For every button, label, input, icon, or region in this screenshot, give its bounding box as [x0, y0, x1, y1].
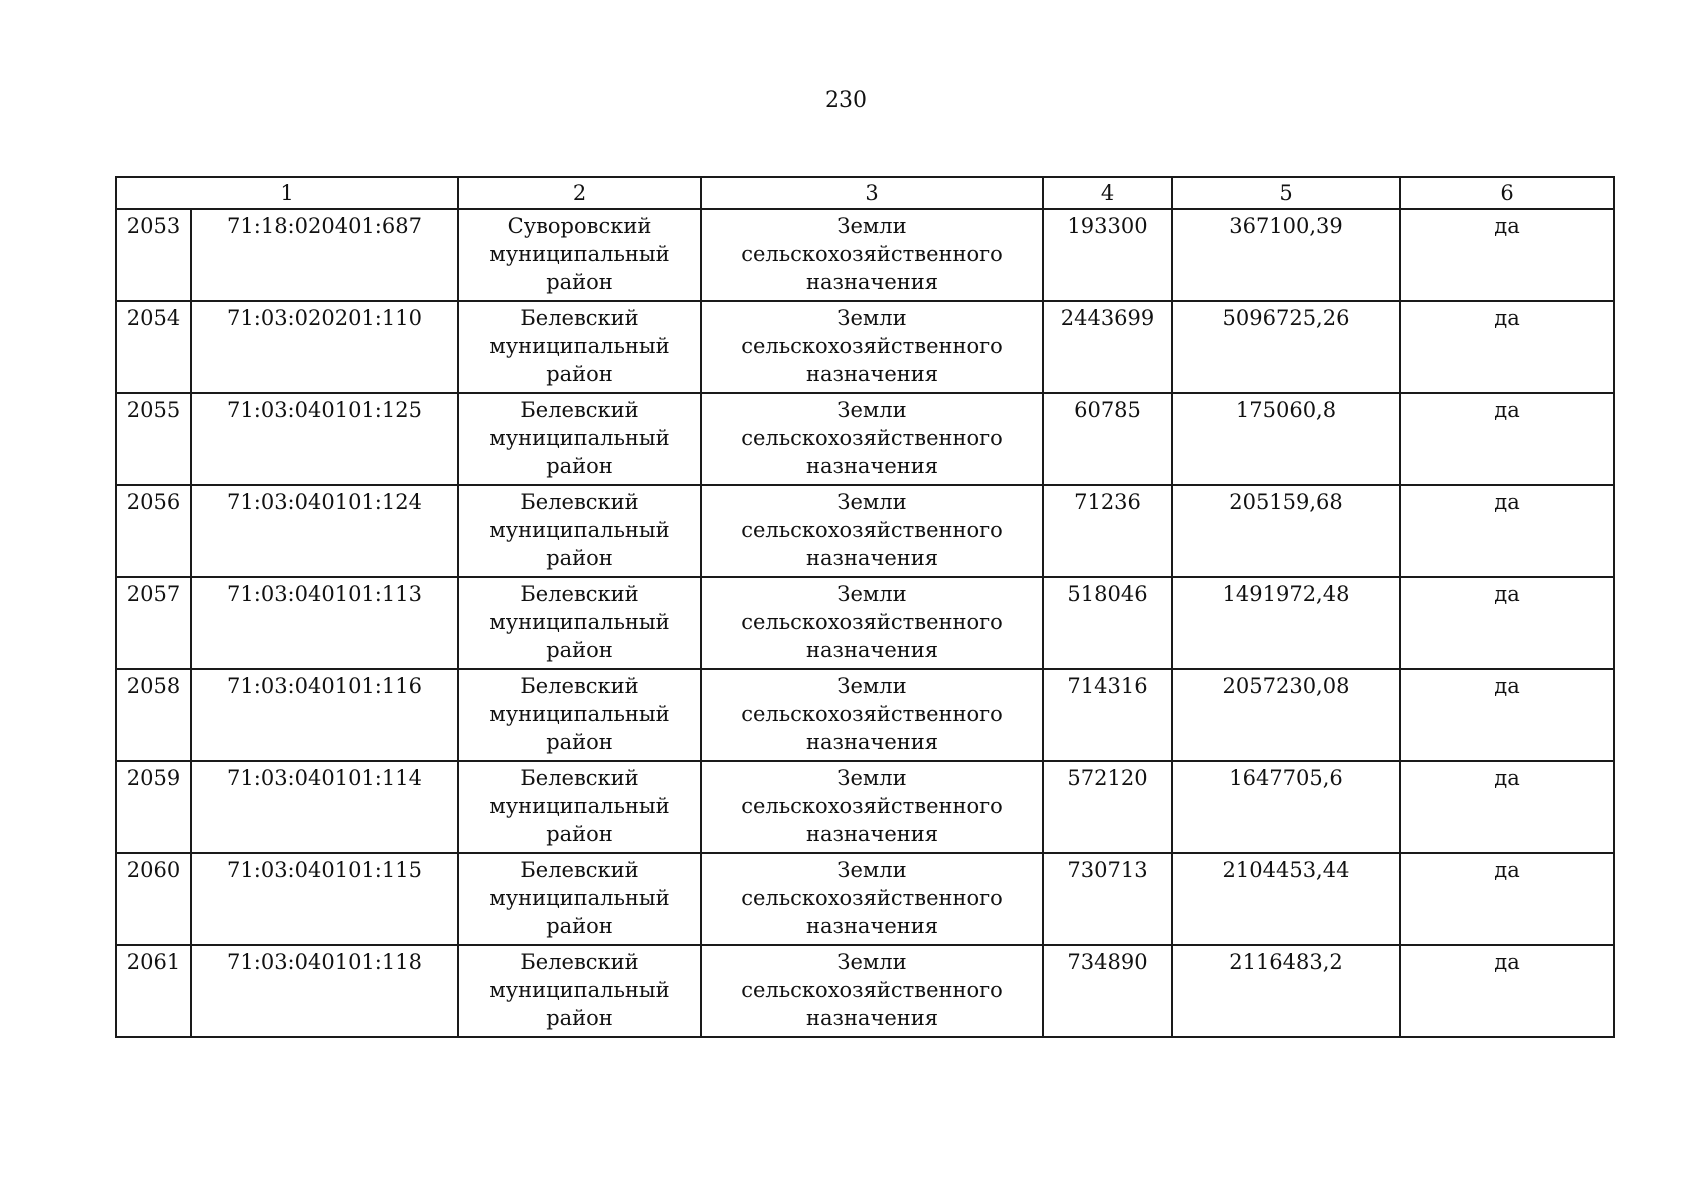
- district-line: Белевский: [520, 306, 639, 330]
- area-cell: 60785: [1043, 393, 1172, 485]
- column-header: 3: [701, 177, 1043, 209]
- row-number-cell: 2059: [116, 761, 191, 853]
- district-line: район: [546, 914, 613, 938]
- district-cell: [458, 945, 701, 1037]
- district-line: район: [546, 822, 613, 846]
- district-line: Суворовский: [507, 214, 652, 238]
- table-row: [116, 853, 1614, 945]
- row-number-cell: 2060: [116, 853, 191, 945]
- district-line: район: [546, 1006, 613, 1030]
- category-line: Земли сельскохозяйственного: [741, 766, 1003, 818]
- table-row: [116, 761, 1614, 853]
- land-category-cell: [701, 945, 1043, 1037]
- district-cell: [458, 209, 701, 301]
- flag-cell: да: [1400, 761, 1614, 853]
- table-row: [116, 577, 1614, 669]
- land-category-cell: [701, 669, 1043, 761]
- land-category-cell: [701, 577, 1043, 669]
- area-cell: 730713: [1043, 853, 1172, 945]
- district-line: Белевский: [520, 858, 639, 882]
- table-row: [116, 209, 1614, 301]
- flag-cell: да: [1400, 853, 1614, 945]
- category-line: назначения: [805, 914, 939, 938]
- district-line: Белевский: [520, 582, 639, 606]
- cadastral-number-cell: 71:03:040101:116: [191, 669, 458, 761]
- cadastral-value-cell: 205159,68: [1172, 485, 1400, 577]
- table-row: [116, 669, 1614, 761]
- table-body: [116, 177, 1614, 1037]
- district-line: район: [546, 362, 613, 386]
- area-cell: 71236: [1043, 485, 1172, 577]
- cadastral-number-cell: 71:18:020401:687: [191, 209, 458, 301]
- district-cell: [458, 577, 701, 669]
- district-cell: [458, 301, 701, 393]
- district-cell: [458, 393, 701, 485]
- table-row: [116, 301, 1614, 393]
- district-line: район: [546, 454, 613, 478]
- page-number: 230: [825, 88, 867, 113]
- land-category-cell: [701, 209, 1043, 301]
- category-line: назначения: [805, 546, 939, 570]
- district-line: Белевский: [520, 674, 639, 698]
- district-line: район: [546, 546, 613, 570]
- table-row: [116, 393, 1614, 485]
- cadastral-number-cell: 71:03:040101:118: [191, 945, 458, 1037]
- district-line: район: [546, 270, 613, 294]
- district-cell: [458, 761, 701, 853]
- cadastral-value-cell: 2057230,08: [1172, 669, 1400, 761]
- category-line: назначения: [805, 270, 939, 294]
- area-cell: 518046: [1043, 577, 1172, 669]
- district-line: Белевский: [520, 950, 639, 974]
- category-line: назначения: [805, 730, 939, 754]
- column-header: 2: [458, 177, 701, 209]
- district-cell: [458, 485, 701, 577]
- land-category-cell: [701, 761, 1043, 853]
- row-number-cell: 2055: [116, 393, 191, 485]
- column-header: 1: [116, 177, 458, 209]
- cadastral-value-cell: 5096725,26: [1172, 301, 1400, 393]
- land-category-cell: [701, 301, 1043, 393]
- row-number-cell: 2053: [116, 209, 191, 301]
- cadastral-number-cell: 71:03:040101:114: [191, 761, 458, 853]
- district-line: муниципальный: [489, 242, 670, 266]
- category-line: Земли сельскохозяйственного: [741, 674, 1003, 726]
- category-line: Земли сельскохозяйственного: [741, 214, 1003, 266]
- flag-cell: да: [1400, 669, 1614, 761]
- cadastral-value-cell: 2104453,44: [1172, 853, 1400, 945]
- category-line: Земли сельскохозяйственного: [741, 950, 1003, 1002]
- category-line: Земли сельскохозяйственного: [741, 582, 1003, 634]
- flag-cell: да: [1400, 301, 1614, 393]
- cadastral-number-cell: 71:03:040101:125: [191, 393, 458, 485]
- area-cell: 572120: [1043, 761, 1172, 853]
- row-number-cell: 2056: [116, 485, 191, 577]
- cadastral-value-cell: 1491972,48: [1172, 577, 1400, 669]
- table-row: [116, 485, 1614, 577]
- cadastral-value-cell: 367100,39: [1172, 209, 1400, 301]
- cadastral-number-cell: 71:03:040101:113: [191, 577, 458, 669]
- area-cell: 193300: [1043, 209, 1172, 301]
- cadastral-number-cell: 71:03:020201:110: [191, 301, 458, 393]
- district-line: муниципальный: [489, 426, 670, 450]
- column-header: 6: [1400, 177, 1614, 209]
- district-line: муниципальный: [489, 334, 670, 358]
- column-header: 5: [1172, 177, 1400, 209]
- district-line: муниципальный: [489, 886, 670, 910]
- cadastral-value-cell: 175060,8: [1172, 393, 1400, 485]
- cadastral-number-cell: 71:03:040101:115: [191, 853, 458, 945]
- area-cell: 714316: [1043, 669, 1172, 761]
- table-header-row: [116, 177, 1614, 209]
- column-header: 4: [1043, 177, 1172, 209]
- table-row: [116, 945, 1614, 1037]
- district-cell: [458, 669, 701, 761]
- category-line: Земли сельскохозяйственного: [741, 490, 1003, 542]
- cadastral-number-cell: 71:03:040101:124: [191, 485, 458, 577]
- cadastral-value-cell: 2116483,2: [1172, 945, 1400, 1037]
- category-line: назначения: [805, 454, 939, 478]
- row-number-cell: 2057: [116, 577, 191, 669]
- district-line: район: [546, 638, 613, 662]
- district-line: муниципальный: [489, 794, 670, 818]
- cadastral-value-cell: 1647705,6: [1172, 761, 1400, 853]
- land-plots-table: [115, 176, 1615, 1038]
- flag-cell: да: [1400, 945, 1614, 1037]
- flag-cell: да: [1400, 393, 1614, 485]
- category-line: Земли сельскохозяйственного: [741, 306, 1003, 358]
- land-category-cell: [701, 853, 1043, 945]
- land-category-cell: [701, 485, 1043, 577]
- row-number-cell: 2058: [116, 669, 191, 761]
- flag-cell: да: [1400, 485, 1614, 577]
- district-line: муниципальный: [489, 610, 670, 634]
- district-line: муниципальный: [489, 702, 670, 726]
- row-number-cell: 2054: [116, 301, 191, 393]
- category-line: назначения: [805, 638, 939, 662]
- land-category-cell: [701, 393, 1043, 485]
- area-cell: 734890: [1043, 945, 1172, 1037]
- district-line: Белевский: [520, 490, 639, 514]
- district-cell: [458, 853, 701, 945]
- flag-cell: да: [1400, 209, 1614, 301]
- category-line: Земли сельскохозяйственного: [741, 398, 1003, 450]
- flag-cell: да: [1400, 577, 1614, 669]
- row-number-cell: 2061: [116, 945, 191, 1037]
- category-line: Земли сельскохозяйственного: [741, 858, 1003, 910]
- district-line: муниципальный: [489, 978, 670, 1002]
- category-line: назначения: [805, 822, 939, 846]
- category-line: назначения: [805, 1006, 939, 1030]
- area-cell: 2443699: [1043, 301, 1172, 393]
- district-line: Белевский: [520, 766, 639, 790]
- district-line: Белевский: [520, 398, 639, 422]
- district-line: муниципальный: [489, 518, 670, 542]
- category-line: назначения: [805, 362, 939, 386]
- district-line: район: [546, 730, 613, 754]
